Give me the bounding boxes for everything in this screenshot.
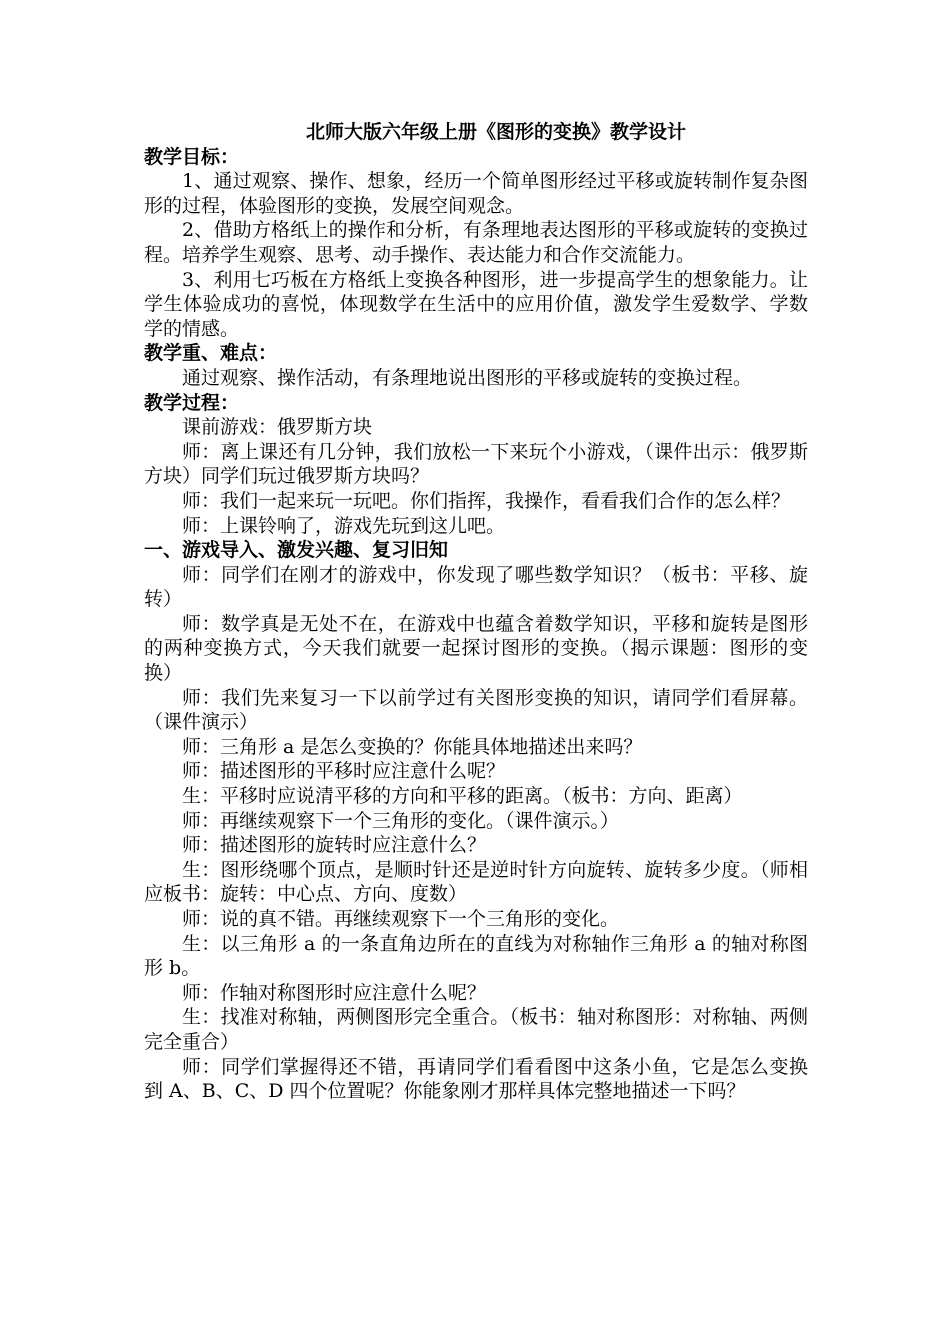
section-heading: 一、游戏导入、激发兴趣、复习旧知 bbox=[144, 539, 449, 562]
paragraph: 师：我们先来复习一下以前学过有关图形变换的知识，请同学们看屏幕。（课件演示） bbox=[144, 686, 808, 734]
section-key-points bbox=[144, 341, 808, 390]
paragraph: 师：同学们在刚才的游戏中，你发现了哪些数学知识？（板书：平移、旋转） bbox=[144, 563, 808, 611]
paragraph: 师：说的真不错。再继续观察下一个三角形的变化。 bbox=[182, 908, 620, 930]
paragraph: 2、借助方格纸上的操作和分析，有条理地表达图形的平移或旋转的变换过程。培养学生观察、思考、动手操作、表达能力和合作交流能力。 bbox=[144, 219, 808, 266]
paragraph: 师：上课铃响了，游戏先玩到这儿吧。 bbox=[182, 514, 506, 537]
paragraph: 生：以三角形 a 的一条直角边所在的直线为对称轴作三角形 a 的轴对称图形 b。 bbox=[144, 932, 808, 980]
section-teaching-process bbox=[144, 391, 808, 539]
paragraph: 生：找准对称轴，两侧图形完全重合。（板书：轴对称图形：对称轴、两侧完全重合） bbox=[144, 1006, 808, 1053]
paragraph: 生：平移时应说清平移的方向和平移的距离。（板书：方向、距离） bbox=[182, 785, 743, 808]
paragraph: 课前游戏：俄罗斯方块 bbox=[182, 416, 373, 439]
section-teaching-goals bbox=[144, 145, 808, 342]
section-heading: 教学目标： bbox=[144, 145, 240, 168]
paragraph: 师：我们一起来玩一玩吧。你们指挥，我操作，看看我们合作的怎么样？ bbox=[182, 489, 791, 512]
paragraph: 师：离上课还有几分钟，我们放松一下来玩个小游戏，（课件出示：俄罗斯方块）同学们玩过俄罗斯方块吗？ bbox=[144, 440, 808, 488]
paragraph: 师：同学们掌握得还不错，再请同学们看看图中这条小鱼，它是怎么变换到 A、B、C、D 四个位置呢？你能象刚才那样具体完整地描述一下吗？ bbox=[144, 1055, 808, 1103]
paragraph: 师：数学真是无处不在，在游戏中也蕴含着数学知识，平移和旋转是图形的两种变换方式，今天我们就要一起探讨图形的变换。（揭示课题：图形的变换） bbox=[144, 612, 808, 685]
paragraph: 师：三角形 a 是怎么变换的？你能具体地描述出来吗？ bbox=[182, 735, 643, 758]
paragraph: 通过观察、操作活动，有条理地说出图形的平移或旋转的变换过程。 bbox=[182, 366, 753, 389]
paragraph: 生：图形绕哪个顶点，是顺时针还是逆时针方向旋转、旋转多少度。（师相应板书：旋转：中心点、方向、度数） bbox=[144, 858, 808, 906]
paragraph: 师：描述图形的平移时应注意什么呢？ bbox=[182, 760, 506, 783]
document-title: 北师大版六年级上册《图形的变换》教学设计 bbox=[305, 121, 686, 143]
section-game-intro bbox=[144, 538, 808, 1104]
paragraph: 师：再继续观察下一个三角形的变化。（课件演示。） bbox=[182, 809, 620, 832]
section-heading: 教学过程： bbox=[144, 391, 240, 414]
paragraph: 师：作轴对称图形时应注意什么呢？ bbox=[182, 981, 487, 1004]
paragraph: 师：描述图形的旋转时应注意什么？ bbox=[182, 834, 487, 857]
paragraph: 3、利用七巧板在方格纸上变换各种图形，进一步提高学生的想象能力。让学生体验成功的喜悦，体现数学在生活中的应用价值，激发学生爱数学、学数学的情感。 bbox=[144, 268, 808, 340]
paragraph: 1、通过观察、操作、想象，经历一个简单图形经过平移或旋转制作复杂图形的过程，体验图形的变换，发展空间观念。 bbox=[144, 170, 808, 217]
section-heading: 教学重、难点： bbox=[144, 342, 278, 365]
document-page bbox=[144, 120, 808, 1104]
